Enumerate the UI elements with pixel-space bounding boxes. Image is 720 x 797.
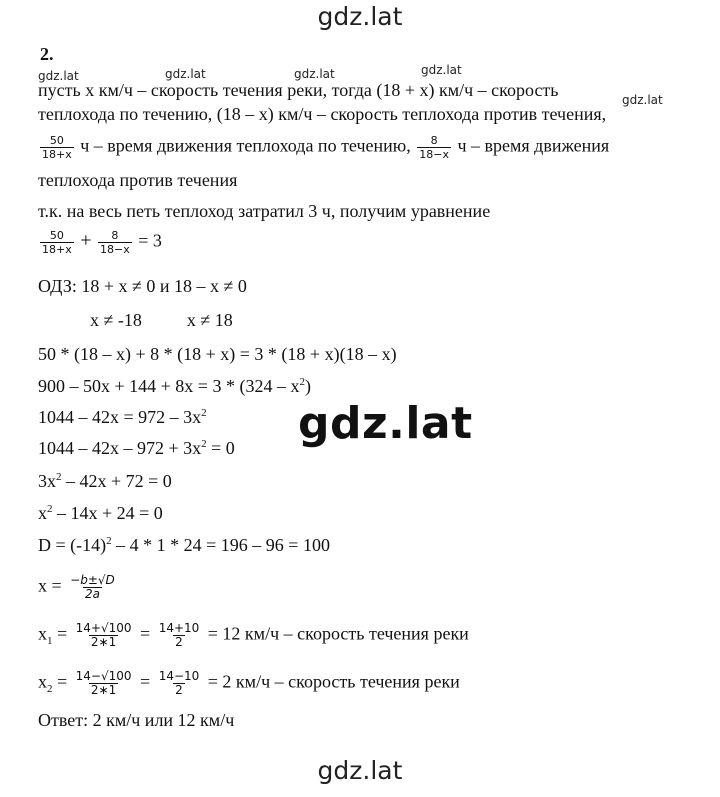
text: 900 – 50x + 144 + 8x = 3 * (324 – x <box>38 376 300 396</box>
plus-sign: + <box>80 229 92 252</box>
numerator: 14+10 <box>158 621 200 635</box>
text: = <box>57 623 68 644</box>
watermark-small: gdz.lat <box>38 69 79 83</box>
denominator: 18+x <box>42 243 72 256</box>
fraction <box>68 574 117 601</box>
text: = 0 <box>206 438 235 458</box>
text: x = <box>38 575 62 596</box>
text: 3x <box>38 471 56 491</box>
text: ч – время движения <box>457 135 610 156</box>
numerator: 8 <box>111 229 119 242</box>
superscript: 2 <box>299 376 305 388</box>
text: – 42x + 72 = 0 <box>61 471 172 491</box>
text: = 2 км/ч – скорость течения реки <box>207 671 460 692</box>
superscript: 2 <box>201 438 207 450</box>
text: = <box>57 671 68 692</box>
text: ч – время движения теплохода по течению, <box>80 135 411 156</box>
fraction <box>74 622 134 649</box>
numerator: 14−√100 <box>75 669 132 683</box>
denominator: 18−x <box>419 148 449 161</box>
watermark-small: gdz.lat <box>622 93 663 107</box>
watermark-small: gdz.lat <box>421 63 462 77</box>
text-line: т.к. на весь петь теплоход затратил 3 ч, получим уравнение <box>38 201 491 221</box>
superscript: 2 <box>201 407 207 419</box>
text: – 4 * 1 * 24 = 196 – 96 = 100 <box>111 535 330 555</box>
fraction <box>74 670 134 697</box>
denominator: 18+x <box>42 148 72 161</box>
fraction <box>157 622 202 649</box>
root-line <box>38 622 469 649</box>
text-line <box>38 502 163 524</box>
denominator: 18−x <box>100 243 130 256</box>
superscript: 2 <box>47 503 53 515</box>
text-line <box>38 375 311 397</box>
watermark-small: gdz.lat <box>165 67 206 81</box>
numerator: 14−10 <box>158 669 200 683</box>
fraction-line <box>38 134 609 161</box>
numerator: 50 <box>49 134 64 147</box>
denominator: 2 <box>175 635 183 649</box>
denominator: 2a <box>84 587 100 601</box>
fraction <box>98 229 132 256</box>
text-line: теплохода по течению, (18 – x) км/ч – скорость теплохода против течения, <box>38 104 607 124</box>
text: = <box>140 671 151 692</box>
text: x <box>38 623 47 644</box>
text-line <box>38 406 207 428</box>
fraction <box>417 134 451 161</box>
text: 1044 – 42x = 972 – 3x <box>38 407 202 427</box>
text-line: ОДЗ: 18 + x ≠ 0 и 18 – x ≠ 0 <box>38 276 247 296</box>
numerator: 50 <box>49 229 64 242</box>
denominator: 2 <box>175 683 183 697</box>
text-line: пусть x км/ч – скорость течения реки, тогда (18 + x) км/ч – скорость <box>38 80 559 100</box>
watermark-bottom: gdz.lat <box>317 756 403 785</box>
text: x <box>38 671 47 692</box>
superscript: 2 <box>56 471 62 483</box>
text: = 12 км/ч – скорость течения реки <box>207 623 469 644</box>
numerator: −b±√D <box>70 573 115 587</box>
formula-line <box>38 574 119 601</box>
numerator: 8 <box>430 134 438 147</box>
text: 1044 – 42x – 972 + 3x <box>38 438 202 458</box>
text-line: x ≠ -18 x ≠ 18 <box>90 310 233 330</box>
text: ) <box>304 376 311 396</box>
subscript: 1 <box>47 635 53 648</box>
fraction <box>40 229 74 256</box>
text: – 14x + 24 = 0 <box>52 503 163 523</box>
fraction <box>157 670 202 697</box>
equation-line <box>38 229 162 256</box>
text: = <box>140 623 151 644</box>
superscript: 2 <box>106 535 112 547</box>
text-line <box>38 437 235 459</box>
numerator: 14+√100 <box>75 621 132 635</box>
watermark-top: gdz.lat <box>317 2 403 31</box>
text-line <box>38 534 330 556</box>
text: D = (-14) <box>38 535 107 555</box>
denominator: 2∗1 <box>90 635 117 649</box>
watermark-large: gdz.lat <box>298 398 473 449</box>
watermark-small: gdz.lat <box>294 67 335 81</box>
answer-line: Ответ: 2 км/ч или 12 км/ч <box>38 710 235 730</box>
denominator: 2∗1 <box>90 683 117 697</box>
problem-number: 2. <box>40 44 54 64</box>
text: x <box>38 503 47 523</box>
text-line <box>38 470 172 492</box>
text-line: теплохода против течения <box>38 170 238 190</box>
fraction <box>40 134 74 161</box>
subscript: 2 <box>47 683 53 696</box>
root-line <box>38 670 460 697</box>
text-line: 50 * (18 – x) + 8 * (18 + x) = 3 * (18 + x)(18 – x) <box>38 344 397 364</box>
text: = 3 <box>138 230 162 251</box>
